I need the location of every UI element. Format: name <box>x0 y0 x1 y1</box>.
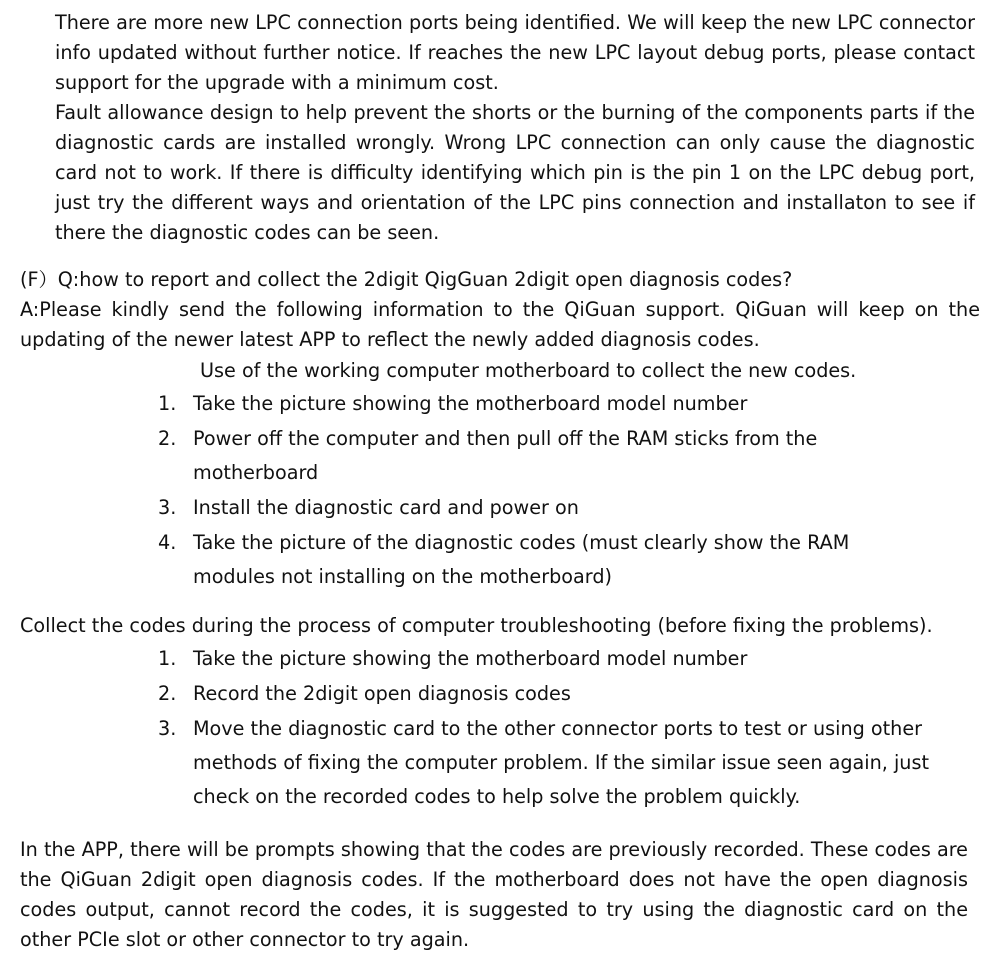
step-text: Take the picture showing the motherboard model number <box>193 392 748 415</box>
step-number: 1. <box>158 647 177 670</box>
step-text: Take the picture showing the motherboard model number <box>193 647 748 670</box>
closing-paragraph: In the APP, there will be prompts showing that the codes are previously recorded. These codes are the QiGuan 2digit open diagnosis codes. If the motherboard does not have the open diagnosis codes output, cannot record the codes, it is suggested to try using the diagnostic card on the other PCIe slot or other connector to try again. <box>20 838 968 951</box>
step-number: 4. <box>158 531 177 554</box>
step-number: 3. <box>158 496 177 519</box>
faq-section <box>20 265 980 355</box>
list-item <box>0 526 1000 594</box>
step-text: Move the diagnostic card to the other connector ports to test or using other methods of fixing the computer problem. If the similar issue seen again, just check on the recorded codes to help solve the problem quickly. <box>193 717 929 808</box>
intro-section <box>55 8 975 248</box>
faq-question: (F）Q:how to report and collect the 2digit QigGuan 2digit open diagnosis codes? <box>20 268 793 291</box>
step-number: 3. <box>158 717 177 740</box>
closing-section <box>20 835 968 955</box>
step-text: Install the diagnostic card and power on <box>193 496 579 519</box>
troubleshoot-section-heading: Collect the codes during the process of computer troubleshooting (before fixing the problems). <box>20 614 933 637</box>
working-steps-list <box>0 387 1000 595</box>
step-number: 2. <box>158 427 177 450</box>
intro-paragraph-fault-allowance: Fault allowance design to help prevent the shorts or the burning of the components parts if the diagnostic cards are installed wrongly. Wrong LPC connection can only cause the diagnostic card not to work. If there is difficulty identifying which pin is the pin 1 on the LPC debug port, just try the different ways and orientation of the LPC pins connection and installaton to see if there the diagnostic codes can be seen. <box>55 101 975 244</box>
step-text: Record the 2digit open diagnosis codes <box>193 682 571 705</box>
troubleshoot-steps-list <box>0 642 1000 815</box>
step-text: Take the picture of the diagnostic codes (must clearly show the RAM modules not installing on the motherboard) <box>193 531 850 588</box>
list-item <box>0 422 1000 490</box>
step-text: Power off the computer and then pull off the RAM sticks from the motherboard <box>193 427 818 484</box>
list-item <box>0 712 1000 814</box>
working-section-heading: Use of the working computer motherboard to collect the new codes. <box>200 359 857 382</box>
list-item <box>0 491 1000 525</box>
intro-paragraph-lpc-ports: There are more new LPC connection ports being identified. We will keep the new LPC connector info updated without further notice. If reaches the new LPC layout debug ports, please contact support for the upgrade with a minimum cost. <box>55 11 975 94</box>
list-item <box>0 387 1000 421</box>
step-number: 2. <box>158 682 177 705</box>
list-item <box>0 677 1000 711</box>
list-item <box>0 642 1000 676</box>
step-number: 1. <box>158 392 177 415</box>
faq-answer: A:Please kindly send the following information to the QiGuan support. QiGuan will keep on the updating of the newer latest APP to reflect the newly added diagnosis codes. <box>20 298 980 351</box>
